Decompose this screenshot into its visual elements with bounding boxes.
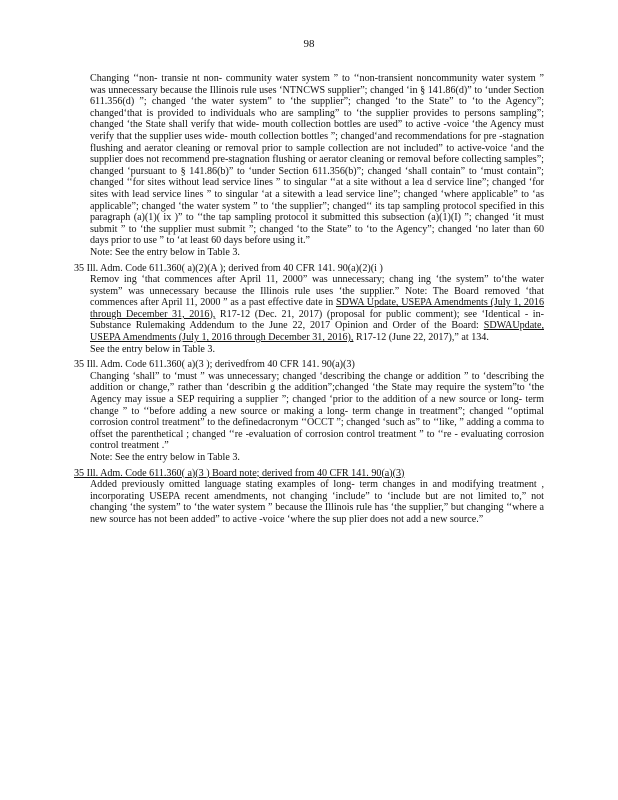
entry-3 <box>74 468 544 526</box>
entry-body <box>74 274 544 355</box>
citation-underlined: SDWAUpdate, USEPA Amendments (July 1, 2016 through December 31, 2016), <box>90 320 544 344</box>
entry-text: Added previously omitted language stating examples of long- term changes in and modifying treatment , incorporating USEPA recent amendments, not changing ‘include” to ‘include but are not limited to,” not changing ‘the system” to ‘the water system ” because the Illinois rule has ‘the supplier,” but changing ‘‘where a new source has not been added” to active -voice ‘where the sup plier does not add a new source.” <box>90 479 544 525</box>
intro-note: Note: See the entry below in Table 3. <box>90 246 240 258</box>
entry-note: See the entry below in Table 3. <box>90 343 215 355</box>
entry-heading: 35 Ill. Adm. Code 611.360( a)(2)(A ); derived from 40 CFR 141. 90(a)(2)(i ) <box>74 262 383 274</box>
entry-1 <box>74 263 544 356</box>
entry-body <box>74 371 544 464</box>
entry-text: Remov ing ‘that commences after April 11, 2000” was unnecessary; chang ing ‘the system” to‘the water system” was unnecessary because the Illinois rule uses ‘the supplier.” <box>90 274 544 297</box>
entry-note: Note: See the entry below in Table 3. <box>90 452 240 463</box>
entry-body <box>74 479 544 525</box>
citation-underlined: SDWA Update, USEPA Amendments (July 1, 2016 through December 31, 2016), <box>90 297 545 320</box>
entry-text: Note: The Board removed ‘that commences after April 11, 2000 ” as a past effective date in <box>90 285 544 309</box>
entry-heading: 35 Ill. Adm. Code 611.360( a)(3 ); derivedfrom 40 CFR 141. 90(a)(3) <box>74 359 355 371</box>
page-content <box>74 73 544 530</box>
entry-2 <box>74 359 544 463</box>
intro-text: Changing ‘‘non- transie nt non- community water system ” to ‘‘non-transient noncommunity water system ” was unnecessary because the Illinois rule uses ‘NTNCWS supplier”; changed ‘in § 141.86(d)” to ‘under Section 611.356(d) ”; changed ‘the water system” to ‘the supplier”; changed ‘to the State” to ‘to the Agency”; changed‘that is provided to individuals who are sampling” to ‘the supplier provides to persons sampling”; changed ‘the State shall verify that wide- mouth collection bottles are used” to active -voice ‘the Agency must verify that the supplier uses wide- mouth collection bottles ”; changed‘and recommendations for pre -stagnation flushing and aerator cleaning or removal prior to sample collection are not included” to active-voice ‘and the supplier does not recommend pre-stagnation flushing or aerator cleaning or removal before collecting samples”; changed ‘pursuant to § 141.86(b)” to ‘under Section 611.356(b)”; changed ‘shall contain” to ‘must contain”; changed ‘‘for sites without lead service lines ” to singular ‘‘at a site without a lea d service line”; changed ‘for sites with lead service lines ” to singular ‘at a sitewith a lead service line”; changed ‘where applicable” to ‘as applicable”; changed ‘the water system ” to ‘the supplier”; changed‘‘ its tap sampling protocol specified in this paragraph (a)(1)( ix )” to ‘‘the tap sampling protocol it submitted this subsection (a)(1)(I) ”; changed ‘it must submit ” to ‘the supplier must submit ”; changed ‘to the State” to ‘to the Agency”; changed ‘no later than 60 days prior to use ” to ‘at least 60 days before using it.” <box>90 73 544 247</box>
entry-text: R17-12 (June 22, 2017),” at 134. <box>353 332 489 344</box>
intro-paragraph <box>74 73 544 259</box>
page-number: 98 <box>303 38 315 50</box>
entry-text: Changing ‘shall” to ‘must ” was unnecessary; changed ‘describing the change or addition ” to ‘describing the addition or change,” rather than ‘describin g the addition”;changed ‘the State may require the system”to ‘the Agency may issue a SEP requiring a supplier ”; changed ‘prior to the addition of a new source or long- term change ” to ‘‘before adding a new source or making a long- term change in treatment”; changed ‘‘optimal corrosion control treatment” to the definedacronym ‘‘OCCT ”; changed ‘such as” to ‘‘like, ” adding a comma to offset the parenthetical ; changed ‘‘re -evaluation of corrosion control treatment ” to ‘‘re - evaluating corrosion control treatment .” <box>90 370 544 452</box>
entry-text: R17-12 (Dec. 21, 2017) (proposal for public comment); see ‘Identical - in-Substance Rulemaking Addendum to the June 22, 2017 Opinion and Order of the Board: <box>90 308 544 332</box>
entry-heading: 35 Ill. Adm. Code 611.360( a)(3 ) Board note; derived from 40 CFR 141. 90(a)(3) <box>74 467 405 479</box>
